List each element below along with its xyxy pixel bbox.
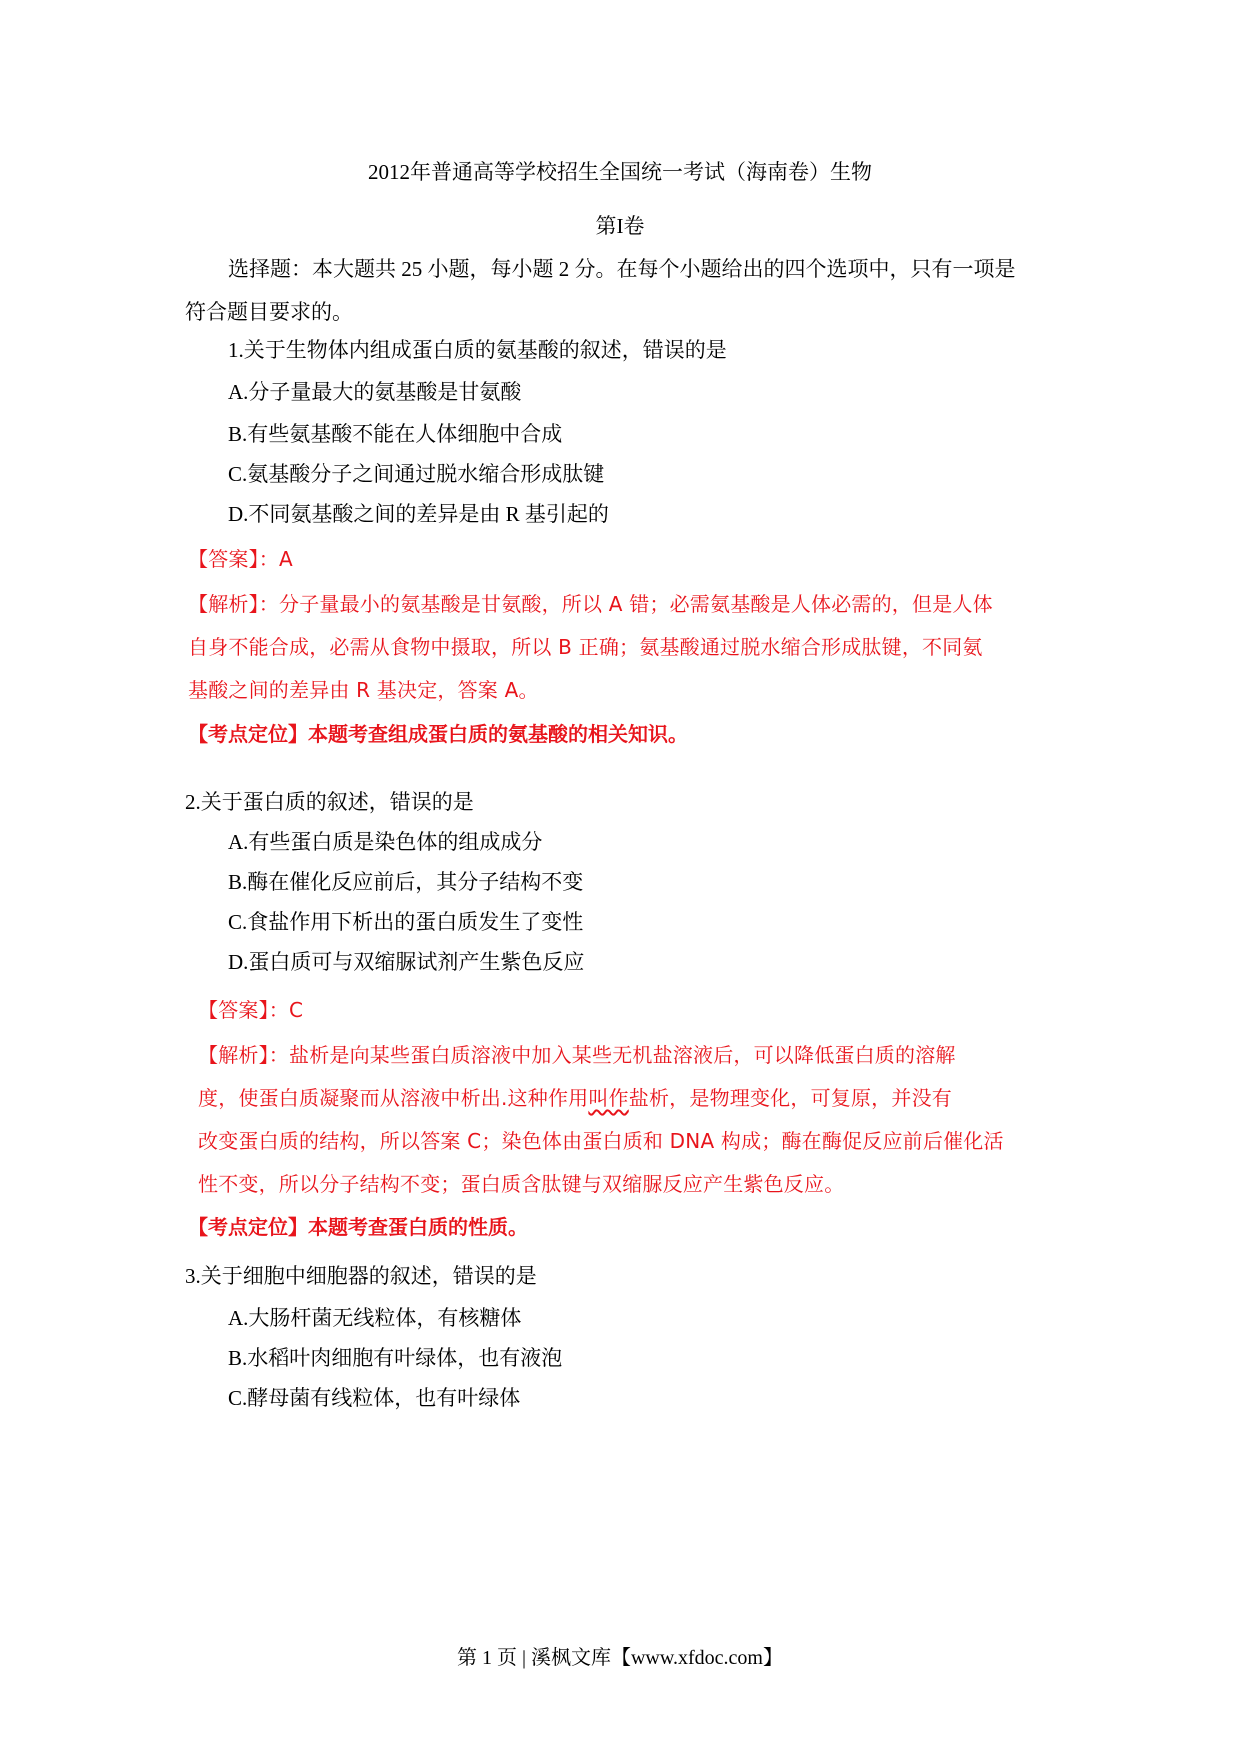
q2-analysis-line-2 bbox=[198, 1084, 952, 1112]
q2-option-a: A.有些蛋白质是染色体的组成成分 bbox=[228, 830, 543, 854]
q1-stem: 1.关于生物体内组成蛋白质的氨基酸的叙述，错误的是 bbox=[228, 338, 727, 362]
q2-point: 【考点定位】本题考查蛋白质的性质。 bbox=[188, 1215, 528, 1239]
q1-option-a: A.分子量最大的氨基酸是甘氨酸 bbox=[228, 380, 522, 404]
q2-option-d: D.蛋白质可与双缩脲试剂产生紫色反应 bbox=[228, 950, 585, 974]
q1-analysis-line-1: 【解析】：分子量最小的氨基酸是甘氨酸，所以 A 错；必需氨基酸是人体必需的，但是人体 bbox=[188, 592, 993, 616]
q1-answer: 【答案】：A bbox=[188, 547, 293, 571]
q3-option-b: B.水稻叶肉细胞有叶绿体，也有液泡 bbox=[228, 1346, 563, 1370]
q2-analysis-line-2-a: 度，使蛋白质凝聚而从溶液中析出.这种作用 bbox=[198, 1086, 589, 1110]
section-title: 第I卷 bbox=[595, 214, 645, 238]
q2-analysis-line-2-c: 盐析，是物理变化，可复原，并没有 bbox=[628, 1086, 952, 1110]
q2-answer: 【答案】：C bbox=[198, 998, 304, 1022]
page-footer: 第 1 页 | 溪枫文库【www.xfdoc.com】 bbox=[456, 1647, 783, 1669]
q2-option-c: C.食盐作用下析出的蛋白质发生了变性 bbox=[228, 910, 584, 934]
q2-option-b: B.酶在催化反应前后，其分子结构不变 bbox=[228, 870, 584, 894]
q1-option-b: B.有些氨基酸不能在人体细胞中合成 bbox=[228, 422, 563, 446]
q1-analysis-line-3: 基酸之间的差异由 R 基决定，答案 A。 bbox=[188, 678, 539, 702]
q2-analysis-line-3: 改变蛋白质的结构，所以答案 C；染色体由蛋白质和 DNA 构成；酶在酶促反应前后催化活 bbox=[198, 1129, 1004, 1153]
q1-option-c: C.氨基酸分子之间通过脱水缩合形成肽键 bbox=[228, 462, 605, 486]
q2-analysis-line-4: 性不变，所以分子结构不变；蛋白质含肽键与双缩脲反应产生紫色反应。 bbox=[198, 1172, 845, 1196]
q1-point: 【考点定位】本题考查组成蛋白质的氨基酸的相关知识。 bbox=[188, 722, 688, 746]
document-title: 2012年普通高等学校招生全国统一考试（海南卷）生物 bbox=[368, 160, 872, 184]
q2-stem: 2.关于蛋白质的叙述，错误的是 bbox=[185, 790, 474, 814]
intro-line-1: 选择题：本大题共 25 小题，每小题 2 分。在每个小题给出的四个选项中，只有一项是 bbox=[228, 257, 1016, 281]
q3-option-a: A.大肠杆菌无线粒体，有核糖体 bbox=[228, 1306, 522, 1330]
intro-line-2: 符合题目要求的。 bbox=[185, 300, 353, 324]
q3-option-c: C.酵母菌有线粒体，也有叶绿体 bbox=[228, 1386, 521, 1410]
q1-option-d: D.不同氨基酸之间的差异是由 R 基引起的 bbox=[228, 502, 609, 526]
q3-stem: 3.关于细胞中细胞器的叙述，错误的是 bbox=[185, 1264, 537, 1288]
q2-analysis-spellcheck-word: 叫作 bbox=[588, 1086, 629, 1110]
q1-analysis-line-2: 自身不能合成，必需从食物中摄取，所以 B 正确；氨基酸通过脱水缩合形成肽键，不同氨 bbox=[188, 635, 983, 659]
q2-analysis-line-1: 【解析】：盐析是向某些蛋白质溶液中加入某些无机盐溶液后，可以降低蛋白质的溶解 bbox=[198, 1043, 956, 1067]
